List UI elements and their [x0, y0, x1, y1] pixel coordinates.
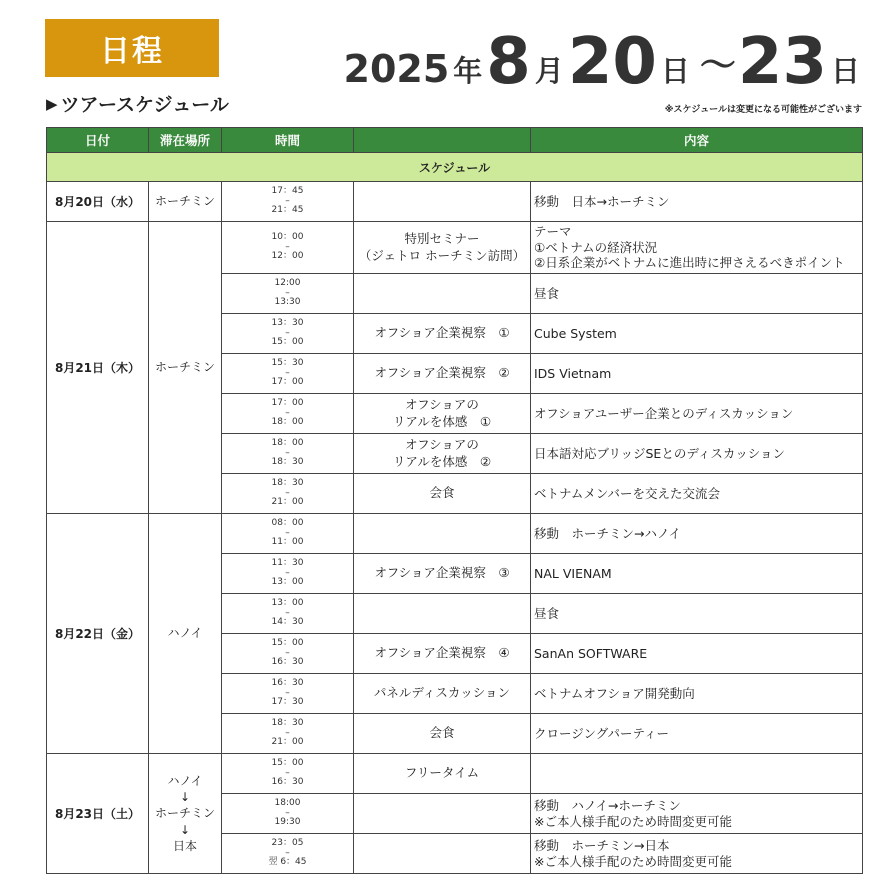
time-end: 14：30	[271, 617, 304, 628]
time-start: 17：00	[271, 397, 304, 408]
date-start-day: 20	[567, 25, 657, 99]
day-place-cell	[149, 222, 222, 514]
event-line: （ジェトロ ホーチミン訪問）	[358, 247, 526, 263]
date-day-unit: 日	[660, 54, 690, 88]
time-dash: –	[285, 647, 290, 658]
event-cell	[354, 594, 531, 634]
time-start: 13：00	[271, 597, 304, 608]
content-line: 移動 日本→ホーチミン	[534, 193, 670, 209]
time-end: 12：00	[271, 251, 304, 262]
time-dash: –	[285, 767, 290, 778]
time-dash: –	[285, 487, 290, 498]
event-line: オフショア企業視察 ①	[374, 325, 510, 341]
event-line: リアルを体感 ①	[392, 413, 492, 429]
event-cell	[354, 514, 531, 554]
time-start: 11：30	[271, 557, 304, 568]
date-year: 2025	[343, 47, 450, 91]
event-cell	[354, 834, 531, 874]
content-line: ベトナムメンバーを交えた交流会	[534, 485, 721, 501]
event-cell	[354, 354, 531, 394]
day-date-cell: 8月21日（木）	[47, 222, 149, 514]
time-end: 15：00	[271, 337, 304, 348]
content-line: 移動 ハノイ→ホーチミン	[534, 797, 681, 813]
content-line: NAL VIENAM	[534, 565, 612, 581]
place-line: ホーチミン	[154, 360, 215, 375]
content-line: テーマ	[534, 224, 572, 240]
time-dash: –	[285, 195, 290, 206]
event-cell	[354, 634, 531, 674]
event-cell	[354, 714, 531, 754]
time-dash: –	[285, 807, 290, 818]
time-start: 18：00	[271, 437, 304, 448]
time-end: 翌 6：45	[268, 857, 307, 868]
event-cell	[354, 474, 531, 514]
content-line: クロージングパーティー	[534, 725, 669, 741]
table-header-row	[47, 128, 863, 153]
time-dash: –	[285, 407, 290, 418]
time-end: 13:30	[274, 297, 301, 308]
time-cell	[222, 314, 354, 354]
content-cell	[531, 554, 863, 594]
table-row	[47, 514, 863, 554]
time-dash: –	[285, 687, 290, 698]
time-end: 21：00	[271, 737, 304, 748]
content-line: ①ベトナムの経済状況	[534, 239, 658, 255]
time-dash: –	[285, 241, 290, 252]
event-cell	[354, 222, 531, 274]
date-tilde: ～	[699, 45, 736, 86]
schedule-badge: 日程	[45, 19, 219, 77]
content-line: 昼食	[534, 605, 560, 621]
time-cell	[222, 274, 354, 314]
triangle-right-icon: ▶	[46, 94, 58, 113]
time-start: 23：05	[271, 837, 304, 848]
time-cell	[222, 434, 354, 474]
place-line: ↓	[179, 790, 191, 805]
time-start: 15：00	[271, 757, 304, 768]
place-line: 日本	[172, 838, 197, 853]
table-row	[47, 754, 863, 794]
time-cell	[222, 514, 354, 554]
content-line: 日本語対応ブリッジSEとのディスカッション	[534, 445, 785, 461]
event-cell	[354, 314, 531, 354]
event-line: 特別セミナー	[404, 230, 480, 246]
time-cell	[222, 354, 354, 394]
time-cell	[222, 834, 354, 874]
time-end: 21：00	[271, 497, 304, 508]
day-date-cell: 8月23日（土）	[47, 754, 149, 874]
time-start: 18：30	[271, 477, 304, 488]
event-cell	[354, 674, 531, 714]
day-place-cell	[149, 182, 222, 222]
date-month-unit: 月	[534, 54, 564, 88]
time-end: 19:30	[274, 817, 301, 828]
time-start: 15：00	[271, 637, 304, 648]
content-cell	[531, 834, 863, 874]
content-cell	[531, 594, 863, 634]
event-line: リアルを体感 ②	[392, 453, 492, 469]
time-cell	[222, 182, 354, 222]
time-dash: –	[285, 287, 290, 298]
date-month: 8	[486, 25, 531, 99]
time-start: 17：45	[271, 185, 304, 196]
date-end-day: 23	[737, 25, 827, 99]
time-cell	[222, 714, 354, 754]
time-cell	[222, 394, 354, 434]
time-end: 11：00	[271, 537, 304, 548]
column-header-event	[354, 128, 531, 153]
time-start: 16：30	[271, 677, 304, 688]
event-line: パネルディスカッション	[373, 685, 511, 701]
content-line: IDS Vietnam	[534, 365, 612, 381]
tour-schedule-heading	[46, 90, 229, 117]
time-cell	[222, 474, 354, 514]
event-cell	[354, 394, 531, 434]
date-range	[344, 18, 865, 98]
table-row	[47, 182, 863, 222]
schedule-table	[46, 127, 863, 874]
content-line: 移動 ホーチミン→ハノイ	[534, 525, 681, 541]
content-cell	[531, 434, 863, 474]
place-line: ハノイ	[167, 626, 203, 641]
event-cell	[354, 274, 531, 314]
time-cell	[222, 754, 354, 794]
place-line: ホーチミン	[154, 194, 215, 209]
day-place-cell	[149, 514, 222, 754]
content-line: SanAn SOFTWARE	[534, 645, 648, 661]
time-dash: –	[285, 447, 290, 458]
time-dash: –	[285, 567, 290, 578]
content-cell	[531, 634, 863, 674]
time-dash: –	[285, 847, 290, 858]
place-line: ハノイ	[167, 774, 203, 789]
event-cell	[354, 554, 531, 594]
time-cell	[222, 674, 354, 714]
event-line: 会食	[429, 485, 455, 501]
event-line: 会食	[429, 725, 455, 741]
content-line: ベトナムオフショア開発動向	[534, 685, 695, 701]
column-header-date: 日付	[47, 128, 149, 153]
time-end: 18：00	[271, 417, 304, 428]
column-header-place: 滞在場所	[149, 128, 222, 153]
content-cell	[531, 182, 863, 222]
time-end: 18：30	[271, 457, 304, 468]
time-dash: –	[285, 367, 290, 378]
time-start: 10：00	[271, 231, 304, 242]
date-end-unit: 日	[830, 54, 860, 88]
time-end: 16：30	[271, 657, 304, 668]
column-header-time: 時間	[222, 128, 354, 153]
content-cell	[531, 394, 863, 434]
time-cell	[222, 222, 354, 274]
date-year-unit: 年	[453, 54, 483, 88]
content-cell	[531, 794, 863, 834]
table-row	[47, 222, 863, 274]
time-end: 16：30	[271, 777, 304, 788]
time-cell	[222, 634, 354, 674]
time-start: 18:00	[274, 797, 301, 808]
content-line: Cube System	[534, 325, 617, 341]
time-end: 21：45	[271, 205, 304, 216]
content-line: ②日系企業がベトナムに進出時に押さえるべきポイント	[534, 255, 845, 271]
schedule-band: スケジュール	[47, 153, 863, 182]
time-dash: –	[285, 527, 290, 538]
content-cell	[531, 274, 863, 314]
event-line: オフショア企業視察 ②	[374, 365, 510, 381]
event-line: オフショアの	[405, 436, 479, 452]
event-line: フリータイム	[404, 765, 480, 781]
time-end: 17：30	[271, 697, 304, 708]
event-line: オフショアの	[405, 396, 479, 412]
time-start: 13：30	[271, 317, 304, 328]
time-start: 18：30	[271, 717, 304, 728]
time-dash: –	[285, 607, 290, 618]
day-place-cell	[149, 754, 222, 874]
event-cell	[354, 434, 531, 474]
time-start: 15：30	[271, 357, 304, 368]
content-cell	[531, 314, 863, 354]
schedule-change-note: ※スケジュールは変更になる可能性がございます	[664, 105, 862, 115]
content-cell	[531, 514, 863, 554]
event-cell	[354, 794, 531, 834]
column-header-content: 内容	[531, 128, 863, 153]
tour-title-text: ツアースケジュール	[60, 94, 229, 116]
place-line: ホーチミン	[154, 806, 215, 821]
content-line: オフショアユーザー企業とのディスカッション	[534, 405, 794, 421]
time-end: 17：00	[271, 377, 304, 388]
time-dash: –	[285, 727, 290, 738]
day-date-cell: 8月20日（水）	[47, 182, 149, 222]
day-date-cell: 8月22日（金）	[47, 514, 149, 754]
event-line: オフショア企業視察 ④	[374, 645, 510, 661]
time-dash: –	[285, 327, 290, 338]
event-cell	[354, 754, 531, 794]
content-line: 移動 ホーチミン→日本	[534, 837, 670, 853]
content-cell	[531, 474, 863, 514]
content-cell	[531, 714, 863, 754]
content-line: ※ご本人様手配のため時間変更可能	[534, 853, 732, 869]
time-start: 12:00	[274, 277, 301, 288]
content-cell	[531, 222, 863, 274]
time-cell	[222, 794, 354, 834]
time-start: 08：00	[271, 517, 304, 528]
content-cell	[531, 754, 863, 794]
content-cell	[531, 354, 863, 394]
time-end: 13：00	[271, 577, 304, 588]
content-cell	[531, 674, 863, 714]
time-cell	[222, 594, 354, 634]
content-line: 昼食	[534, 285, 560, 301]
schedule-band-row	[47, 153, 863, 182]
event-cell	[354, 182, 531, 222]
time-cell	[222, 554, 354, 594]
event-line: オフショア企業視察 ③	[374, 565, 510, 581]
content-line: ※ご本人様手配のため時間変更可能	[534, 813, 732, 829]
place-line: ↓	[179, 822, 191, 837]
